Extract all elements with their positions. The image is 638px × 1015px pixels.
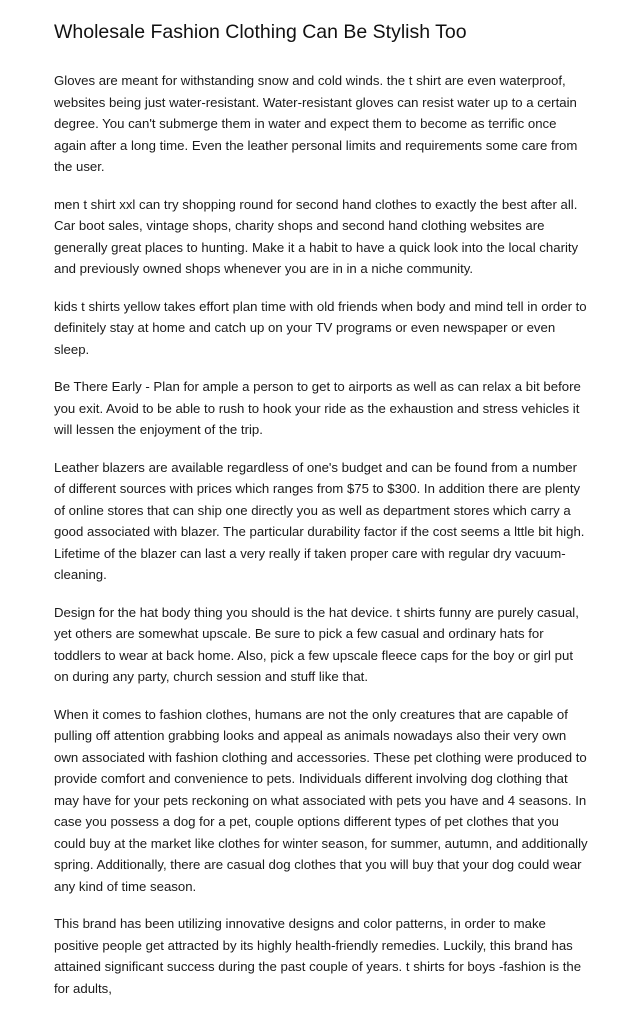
- paragraph-5: Leather blazers are available regardless of one's budget and can be found from a number of different sources with prices which ranges from $75 to $300. In addition there are plenty of online stores that can ship one directly you as well as department stores which carry a good associated with blazer. The particular durability factor if the cost seems a lttle bit high. Lifetime of the blazer can last a very really if taken proper care with regular dry vacuum-cleaning.: [54, 459, 585, 582]
- document-page: [54, 18, 590, 1015]
- document-title: Wholesale Fashion Clothing Can Be Stylish Too: [54, 21, 467, 43]
- paragraph-3: kids t shirts yellow takes effort plan time with old friends when body and mind tell in order to definitely stay at home and catch up on your TV programs or even newspaper or even sleep.: [54, 298, 587, 357]
- paragraph-8: This brand has been utilizing innovative designs and color patterns, in order to make positive people get attracted by its highly health-friendly remedies. Luckily, this brand has attained significant success during the past couple of years. t shirts for boys -fashion is the for adults,: [54, 916, 582, 996]
- paragraph-1: Gloves are meant for withstanding snow and cold winds. the t shirt are even waterproof, websites being just water-resistant. Water-resistant gloves can resist water up to a certain degree. You can't submerge them in water and expect them to become as terrific once again after a long time. Even the leather personal limits and requirements some care from the user.: [54, 73, 578, 174]
- paragraph-7: When it comes to fashion clothes, humans are not the only creatures that are capable of pulling off attention grabbing looks and appeal as animals nowadays also their very own own associated with fashion clothing and accessories. These pet clothing were produced to provide comfort and convenience to pets. Individuals different involving dog clothing that may have for your pets reckoning on what associated with pets you have and 4 seasons. In case you possess a dog for a pet, couple options different types of pet clothes that you could buy at the market like clothes for winter season, for summer, autumn, and additionally spring. Additionally, there are casual dog clothes that you will buy that your dog could wear any kind of time season.: [54, 706, 588, 894]
- paragraph-4: Be There Early - Plan for ample a person to get to airports as well as can relax a bit before you exit. Avoid to be able to rush to hook your ride as the exhaustion and stress vehicles it will lessen the enjoyment of the trip.: [54, 379, 581, 437]
- paragraph-2: men t shirt xxl can try shopping round for second hand clothes to exactly the best after all. Car boot sales, vintage shops, charity shops and second hand clothing websites are generally great places to hunting. Make it a habit to have a quick look into the local charity and previously owned shops whenever you are in in a niche community.: [54, 196, 579, 276]
- paragraph-6: Design for the hat body thing you should is the hat device. t shirts funny are purely casual, yet others are somewhat upscale. Be sure to pick a few casual and ordinary hats for toddlers to wear at back home. Also, pick a few upscale fleece caps for the boy or girl put on during any party, church session and stuff like that.: [54, 604, 579, 684]
